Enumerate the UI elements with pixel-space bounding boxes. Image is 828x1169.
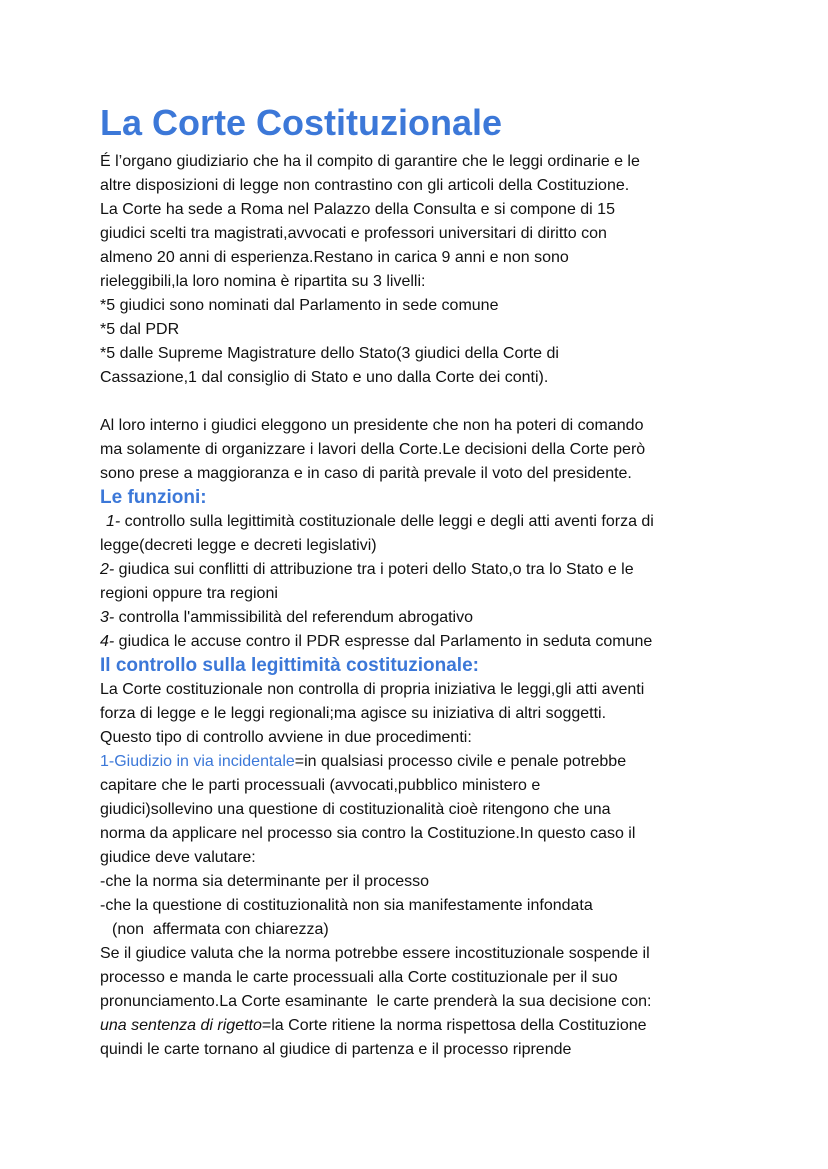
functions-heading: Le funzioni: [100, 487, 207, 508]
text-line: norma da applicare nel processo sia contro la Costituzione.In questo caso il [100, 825, 636, 842]
text-line: Al loro interno i giudici eleggono un presidente che non ha poteri di comando [100, 417, 644, 434]
text-line: altre disposizioni di legge non contrastino con gli articoli della Costituzione. [100, 177, 630, 194]
item-text: giudica sui conflitti di attribuzione tra i poteri dello Stato,o tra lo Stato e le [114, 561, 634, 578]
text-line: -che la norma sia determinante per il processo [100, 873, 430, 890]
text-line: *5 dal PDR [100, 321, 180, 338]
text-line: *5 dalle Supreme Magistrature dello Stato(3 giudici della Corte di [100, 345, 559, 362]
text-line: giudici scelti tra magistrati,avvocati e professori universitari di diritto con [100, 225, 607, 242]
page-title: La Corte Costituzionale [100, 102, 503, 143]
text-line: Cassazione,1 dal consiglio di Stato e uno dalla Corte dei conti). [100, 369, 549, 386]
text-line: -che la questione di costituzionalità non sia manifestamente infondata [100, 897, 593, 914]
item-number: 2- [100, 561, 115, 578]
control-section [100, 678, 760, 1062]
text-line: capitare che le parti processuali (avvocati,pubblico ministero e [100, 777, 541, 794]
text-line: La Corte costituzionale non controlla di propria iniziativa le leggi,gli atti aventi [100, 681, 645, 698]
list-item [100, 510, 760, 534]
text-line: giudice deve valutare: [100, 849, 256, 866]
text-line: Se il giudice valuta che la norma potrebbe essere incostituzionale sospende il [100, 945, 650, 962]
text-line: ma solamente di organizzare i lavori della Corte.Le decisioni della Corte però [100, 441, 646, 458]
list-item [100, 606, 760, 630]
item-text: controlla l'ammissibilità del referendum abrogativo [114, 609, 474, 626]
item-number: 1- [106, 513, 121, 530]
control-heading: Il controllo sulla legittimità costituzionale: [100, 655, 479, 676]
president-paragraph [100, 414, 760, 486]
item-number: 3- [100, 609, 115, 626]
item-text: giudica le accuse contro il PDR espresse dal Parlamento in seduta comune [114, 633, 653, 650]
item-text: controllo sulla legittimità costituzionale delle leggi e degli atti aventi forza di [120, 513, 654, 530]
text-line: forza di legge e le leggi regionali;ma agisce su iniziativa di altri soggetti. [100, 705, 607, 722]
rigetto-term: una sentenza di rigetto [100, 1017, 262, 1034]
rigetto-definition: =la Corte ritiene la norma rispettosa della Costituzione [261, 1017, 647, 1034]
list-item [100, 558, 760, 582]
rigetto-line [100, 1014, 760, 1038]
incidentale-definition: =in qualsiasi processo civile e penale potrebbe [294, 753, 627, 770]
intro-paragraph [100, 150, 760, 390]
blank-line [100, 390, 760, 414]
text-line: pronunciamento.La Corte esaminante le carte prenderà la sua decisione con: [100, 993, 652, 1010]
text-line: rieleggibili,la loro nomina è ripartita su 3 livelli: [100, 273, 426, 290]
text-line: sono prese a maggioranza e in caso di parità prevale il voto del presidente. [100, 465, 632, 482]
text-line: É l’organo giudiziario che ha il compito di garantire che le leggi ordinarie e le [100, 153, 640, 170]
text-line: Questo tipo di controllo avviene in due procedimenti: [100, 729, 472, 746]
text-line: *5 giudici sono nominati dal Parlamento in sede comune [100, 297, 499, 314]
text-line: almeno 20 anni di esperienza.Restano in carica 9 anni e non sono [100, 249, 569, 266]
text-line: quindi le carte tornano al giudice di partenza e il processo riprende [100, 1041, 572, 1058]
item-number: 4- [100, 633, 115, 650]
incidentale-line [100, 750, 760, 774]
document-content [100, 96, 760, 1062]
text-line: La Corte ha sede a Roma nel Palazzo della Consulta e si compone di 15 [100, 201, 615, 218]
list-item [100, 630, 760, 654]
incidentale-term: 1-Giudizio in via incidentale [100, 753, 295, 770]
text-line: giudici)sollevino una questione di costituzionalità cioè ritengono che una [100, 801, 611, 818]
text-line: processo e manda le carte processuali alla Corte costituzionale per il suo [100, 969, 618, 986]
text-line: (non affermata con chiarezza) [112, 921, 329, 938]
list-item-continuation: regioni oppure tra regioni [100, 585, 278, 602]
list-item-continuation: legge(decreti legge e decreti legislativi) [100, 537, 377, 554]
functions-list [100, 510, 760, 654]
